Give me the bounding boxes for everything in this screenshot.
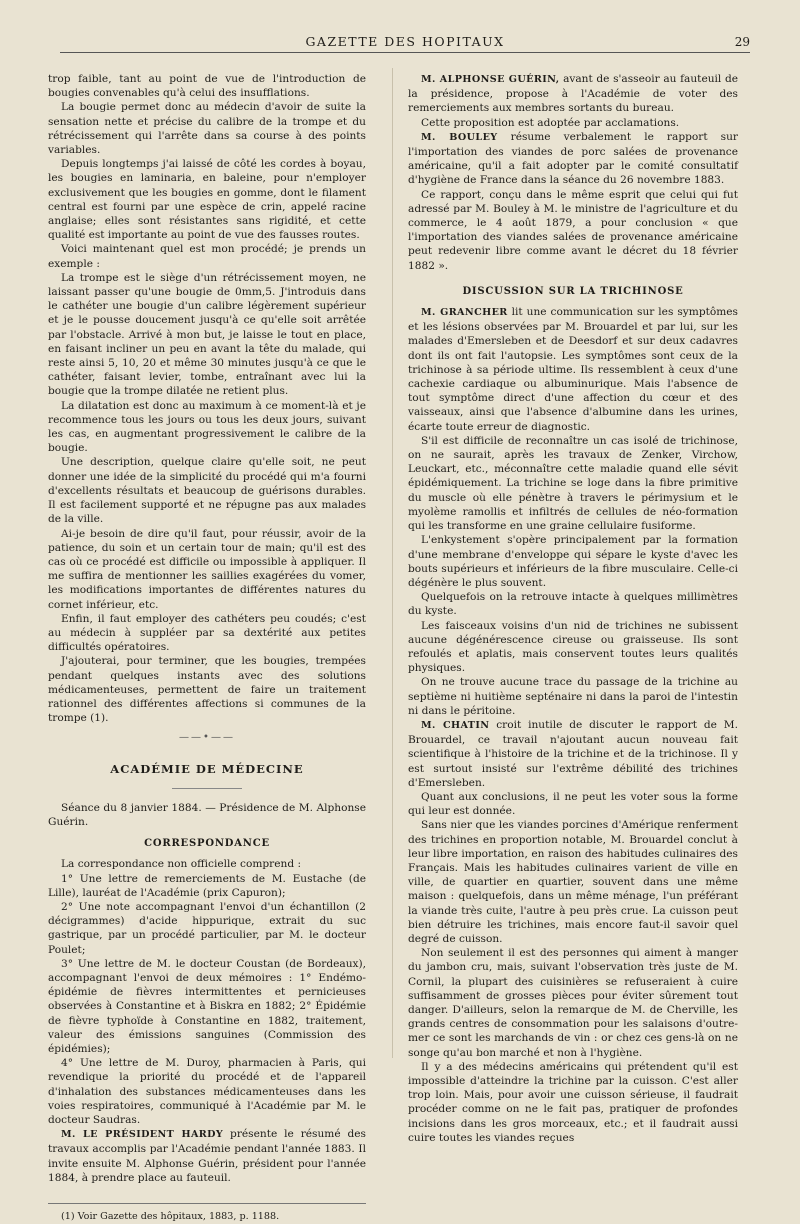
- seance-line: Séance du 8 janvier 1884. — Présidence de M. Alphonse Guérin.: [48, 801, 366, 828]
- paragraph: Il y a des médecins américains qui prétendent qu'il est impossible d'atteindre la trichine par la cuisson. C'est aller trop loin. Mais, pour avoir une cuisson sérieuse, il faudrait procéder comme on ne le fait pas, pratiquer de profondes incisions dans les gros morceaux, etc.; et il faudrait aussi cuire toutes les viandes reçues: [408, 1060, 738, 1144]
- paragraph: Quant aux conclusions, il ne peut les voter sous la forme qui leur est donnée.: [408, 790, 738, 818]
- paragraph: Une description, quelque claire qu'elle soit, ne peut donner une idée de la simplicité du procédé qui m'a fourni d'excellents résultats et beaucoup de guérisons durables. Il est facilement supporté et ne répugne pas aux malades de la ville.: [48, 456, 366, 526]
- paragraph: L'enkystement s'opère principalement par la formation d'une membrane d'enveloppe qui sépare le kyste d'avec les bouts supérieurs et inférieurs de la fibre musculaire. Celle-ci dégénère le plus souvent.: [408, 534, 738, 589]
- section-title-academie: ACADÉMIE DE MÉDECINE: [110, 761, 304, 776]
- paragraph: On ne trouve aucune trace du passage de la trichine au septième ni huitième septénaire ni dans la paroi de l'intestin ni dans le péritoine.: [408, 676, 738, 717]
- footnote-rule: [48, 1203, 366, 1204]
- running-head: [60, 30, 750, 53]
- paragraph: Ce rapport, conçu dans le même esprit que celui qui fut adressé par M. Bouley à M. le ministre de l'agriculture et du commerce, le 4 août 1879, a pour conclusion « que l'importation des viandes salées de provenance américaine peut redevenir libre comme avant le décret du 18 février 1882 ».: [408, 188, 738, 272]
- section-title-trichinose: DISCUSSION SUR LA TRICHINOSE: [462, 285, 684, 297]
- paragraph: Sans nier que les viandes porcines d'Amérique renferment des trichines en proportion notable, M. Brouardel conclut à leur libre importation, en raison des habitudes culinaires des Français. Mais les habitudes culinaires varient de ville en ville, de quartier en quartier, souvent dans une même maison : quelquefois, dans un même ménage, l'un préférant la viande très cuite, l'autre à peu près crue. La cuisson peut bien détruire les trichines, mais encore faut-il savoir quel degré de cuisson.: [408, 819, 738, 945]
- paragraph: [408, 305, 738, 434]
- separator: ——•——: [179, 732, 235, 744]
- footnote: (1) Voir Gazette des hôpitaux, 1883, p. 1188.: [61, 1211, 280, 1223]
- title-rule: [172, 788, 242, 789]
- list-item: 4° Une lettre de M. Duroy, pharmacien à Paris, qui revendique la priorité du procédé et de l'appareil d'inhalation des substances médicamenteuses dans les voies respiratoires, communiqué à l'Académie par M. le docteur Saudras.: [48, 1057, 366, 1127]
- paragraph: Ai-je besoin de dire qu'il faut, pour réussir, avoir de la patience, du soin et un certain tour de main; qu'il est des cas où ce procédé est difficile ou impossible à appliquer. Il me suffira de mentionner les saillies exagérées du vomer, les modifications importantes de différentes natures du cornet inférieur, etc.: [48, 527, 366, 611]
- list-item: 3° Une lettre de M. le docteur Coustan (de Bordeaux), accompagnant l'envoi de deux mémoires : 1° Endémo-épidémie de fièvres intermittentes et pernicieuses observées à Constantine et à Biskra en 1882; 2° Épidémie de fièvre typhoïde à Constantine en 1882, traitement, valeur des émissions sanguines (Commission des épidémies);: [48, 957, 366, 1055]
- paragraph: [408, 130, 738, 188]
- paragraph: La bougie permet donc au médecin d'avoir de suite la sensation nette et précise du calibre de la trompe et du rétrécissement qui l'arrête dans sa course à des points variables.: [48, 101, 366, 157]
- paragraph: [48, 1127, 366, 1185]
- speaker-text: avant de s'asseoir au fauteuil de la présidence, propose à l'Académie de voter des remerciements aux membres sortants du bureau.: [408, 73, 738, 115]
- speaker-text: présente le résumé des travaux accomplis par l'Académie pendant l'année 1883. Il invite ensuite M. Alphonse Guérin, président pour l'année 1884, à prendre place au fauteuil.: [48, 1128, 366, 1184]
- speaker-name: M. LE PRÉSIDENT HARDY: [61, 1129, 224, 1141]
- right-column: [408, 72, 738, 1145]
- paragraph: [408, 72, 738, 116]
- page-number: 29: [734, 35, 750, 49]
- speaker-name: M. GRANCHER: [421, 307, 508, 319]
- speaker-name: M. BOULEY: [421, 131, 498, 143]
- paragraph: Cette proposition est adoptée par acclamations.: [421, 116, 680, 129]
- list-item: 2° Une note accompagnant l'envoi d'un échantillon (2 décigrammes) d'acide hippurique, extrait du suc gastrique, par un procédé particulier, par M. le docteur Poulet;: [48, 900, 366, 956]
- paragraph: Les faisceaux voisins d'un nid de trichines ne subissent aucune dégénérescence cireuse ou graisseuse. Ils sont refoulés et aplatis, mais conservent toutes leurs qualités physiques.: [408, 619, 738, 675]
- paragraph: J'ajouterai, pour terminer, que les bougies, trempées pendant quelques instants avec des solutions médicamenteuses, permettent de faire un traitement rationnel des différentes affections si communes de la trompe (1).: [48, 655, 366, 725]
- paragraph: Quelquefois on la retrouve intacte à quelques millimètres du kyste.: [408, 591, 738, 618]
- speaker-text: croit inutile de discuter le rapport de M. Brouardel, ce travail n'ajoutant aucun nouveau fait scientifique à l'histoire de la trichine et de la trichinose. Il y est surtout insisté sur l'extrême débilité des trichines d'Emersleben.: [408, 718, 738, 789]
- paragraph: La correspondance non officielle comprend :: [61, 858, 302, 871]
- speaker-name: M. ALPHONSE GUÉRIN,: [421, 74, 560, 85]
- paragraph: Non seulement il est des personnes qui aiment à manger du jambon cru, mais, suivant l'observation très juste de M. Cornil, la plupart des cuisinières se refuseraient à cuire suffisamment de grosses pièces pour éviter sûrement tout danger. D'ailleurs, selon la remarque de M. de Cherville, les grands centres de consommation pour les salaisons d'outre-mer ce sont les marchands de vin : or chez ces gens-là on ne songe qu'au bon marché et non à l'hygiène.: [408, 947, 738, 1059]
- speaker-name: M. CHATIN: [421, 719, 490, 731]
- speaker-text: résume verbalement le rapport sur l'importation des viandes de porc salées de provenance américaine, qu'il a fait adopter par le comité consultatif d'hygiène de France dans la séance du 26 novembre 1883.: [408, 130, 738, 187]
- paragraph: S'il est difficile de reconnaître un cas isolé de trichinose, on ne saurait, après les travaux de Zenker, Virchow, Leuckart, etc., méconnaître cette maladie quand elle sévit épidémiquement. La trichine se loge dans la fibre primitive du muscle où elle pénètre à travers le périmysium et le myolème ramollis et infiltrés de cellules de néo-formation qui les transforme en une graine cellulaire fusiforme.: [408, 434, 738, 533]
- paragraph: La trompe est le siège d'un rétrécissement moyen, ne laissant passer qu'une bougie de 0mm,5. J'introduis dans le cathéter une bougie d'un calibre légèrement supérieur et je le pousse doucement jusqu'à ce qu'elle soit arrêtée par l'obstacle. Arrivé à mon but, je laisse le tout en place, en faisant incliner un peu en avant la tête du malade, qui reste ainsi 5, 10, 20 et même 30 minutes jusqu'à ce que le cathéter, faisant levier, tombe, entraînant avec lui la bougie que la trompe dilatée ne retient plus.: [48, 271, 366, 398]
- list-item: 1° Une lettre de remerciements de M. Eustache (de Lille), lauréat de l'Académie (prix Capuron);: [48, 872, 366, 899]
- paragraph: [408, 718, 738, 790]
- journal-title: GAZETTE DES HOPITAUX: [305, 34, 505, 49]
- column-divider: [392, 68, 393, 1058]
- section-title-correspondance: CORRESPONDANCE: [144, 838, 270, 850]
- speaker-text: lit une communication sur les symptômes et les lésions observées par M. Brouardel et par lui, sur les malades d'Emersleben et de Deesdorf et sur deux cadavres dont ils ont fait l'autopsie. Les symptômes sont ceux de la trichinose à sa période ultime. Ils ressemblent à ceux d'une cachexie cardiaque ou albuminurique. Mais l'absence de tout symptôme direct d'une affection du cœur et des vaisseaux, ainsi que l'absence d'albumine dans les urines, écarte toute erreur de diagnostic.: [408, 306, 738, 433]
- left-column: [48, 72, 366, 1224]
- paragraph: Depuis longtemps j'ai laissé de côté les cordes à boyau, les bougies en laminaria, en baleine, pour n'employer exclusivement que les bougies en gomme, dont le filament central est fourni par une espèce de crin, appelé racine anglaise; elles sont résistantes sans rigidité, et cette qualité est importante au point de vue des fausses routes.: [48, 158, 366, 242]
- paragraph: Enfin, il faut employer des cathéters peu coudés; c'est au médecin à suppléer par sa dextérité aux petites difficultés opératoires.: [48, 612, 366, 654]
- paragraph: La dilatation est donc au maximum à ce moment-là et je recommence tous les jours ou tous les deux jours, suivant les cas, en augmentant progressivement le calibre de la bougie.: [48, 399, 366, 455]
- paragraph: trop faible, tant au point de vue de l'introduction de bougies convenables qu'à celui des insufflations.: [48, 73, 366, 100]
- paragraph: Voici maintenant quel est mon procédé; je prends un exemple :: [48, 243, 366, 270]
